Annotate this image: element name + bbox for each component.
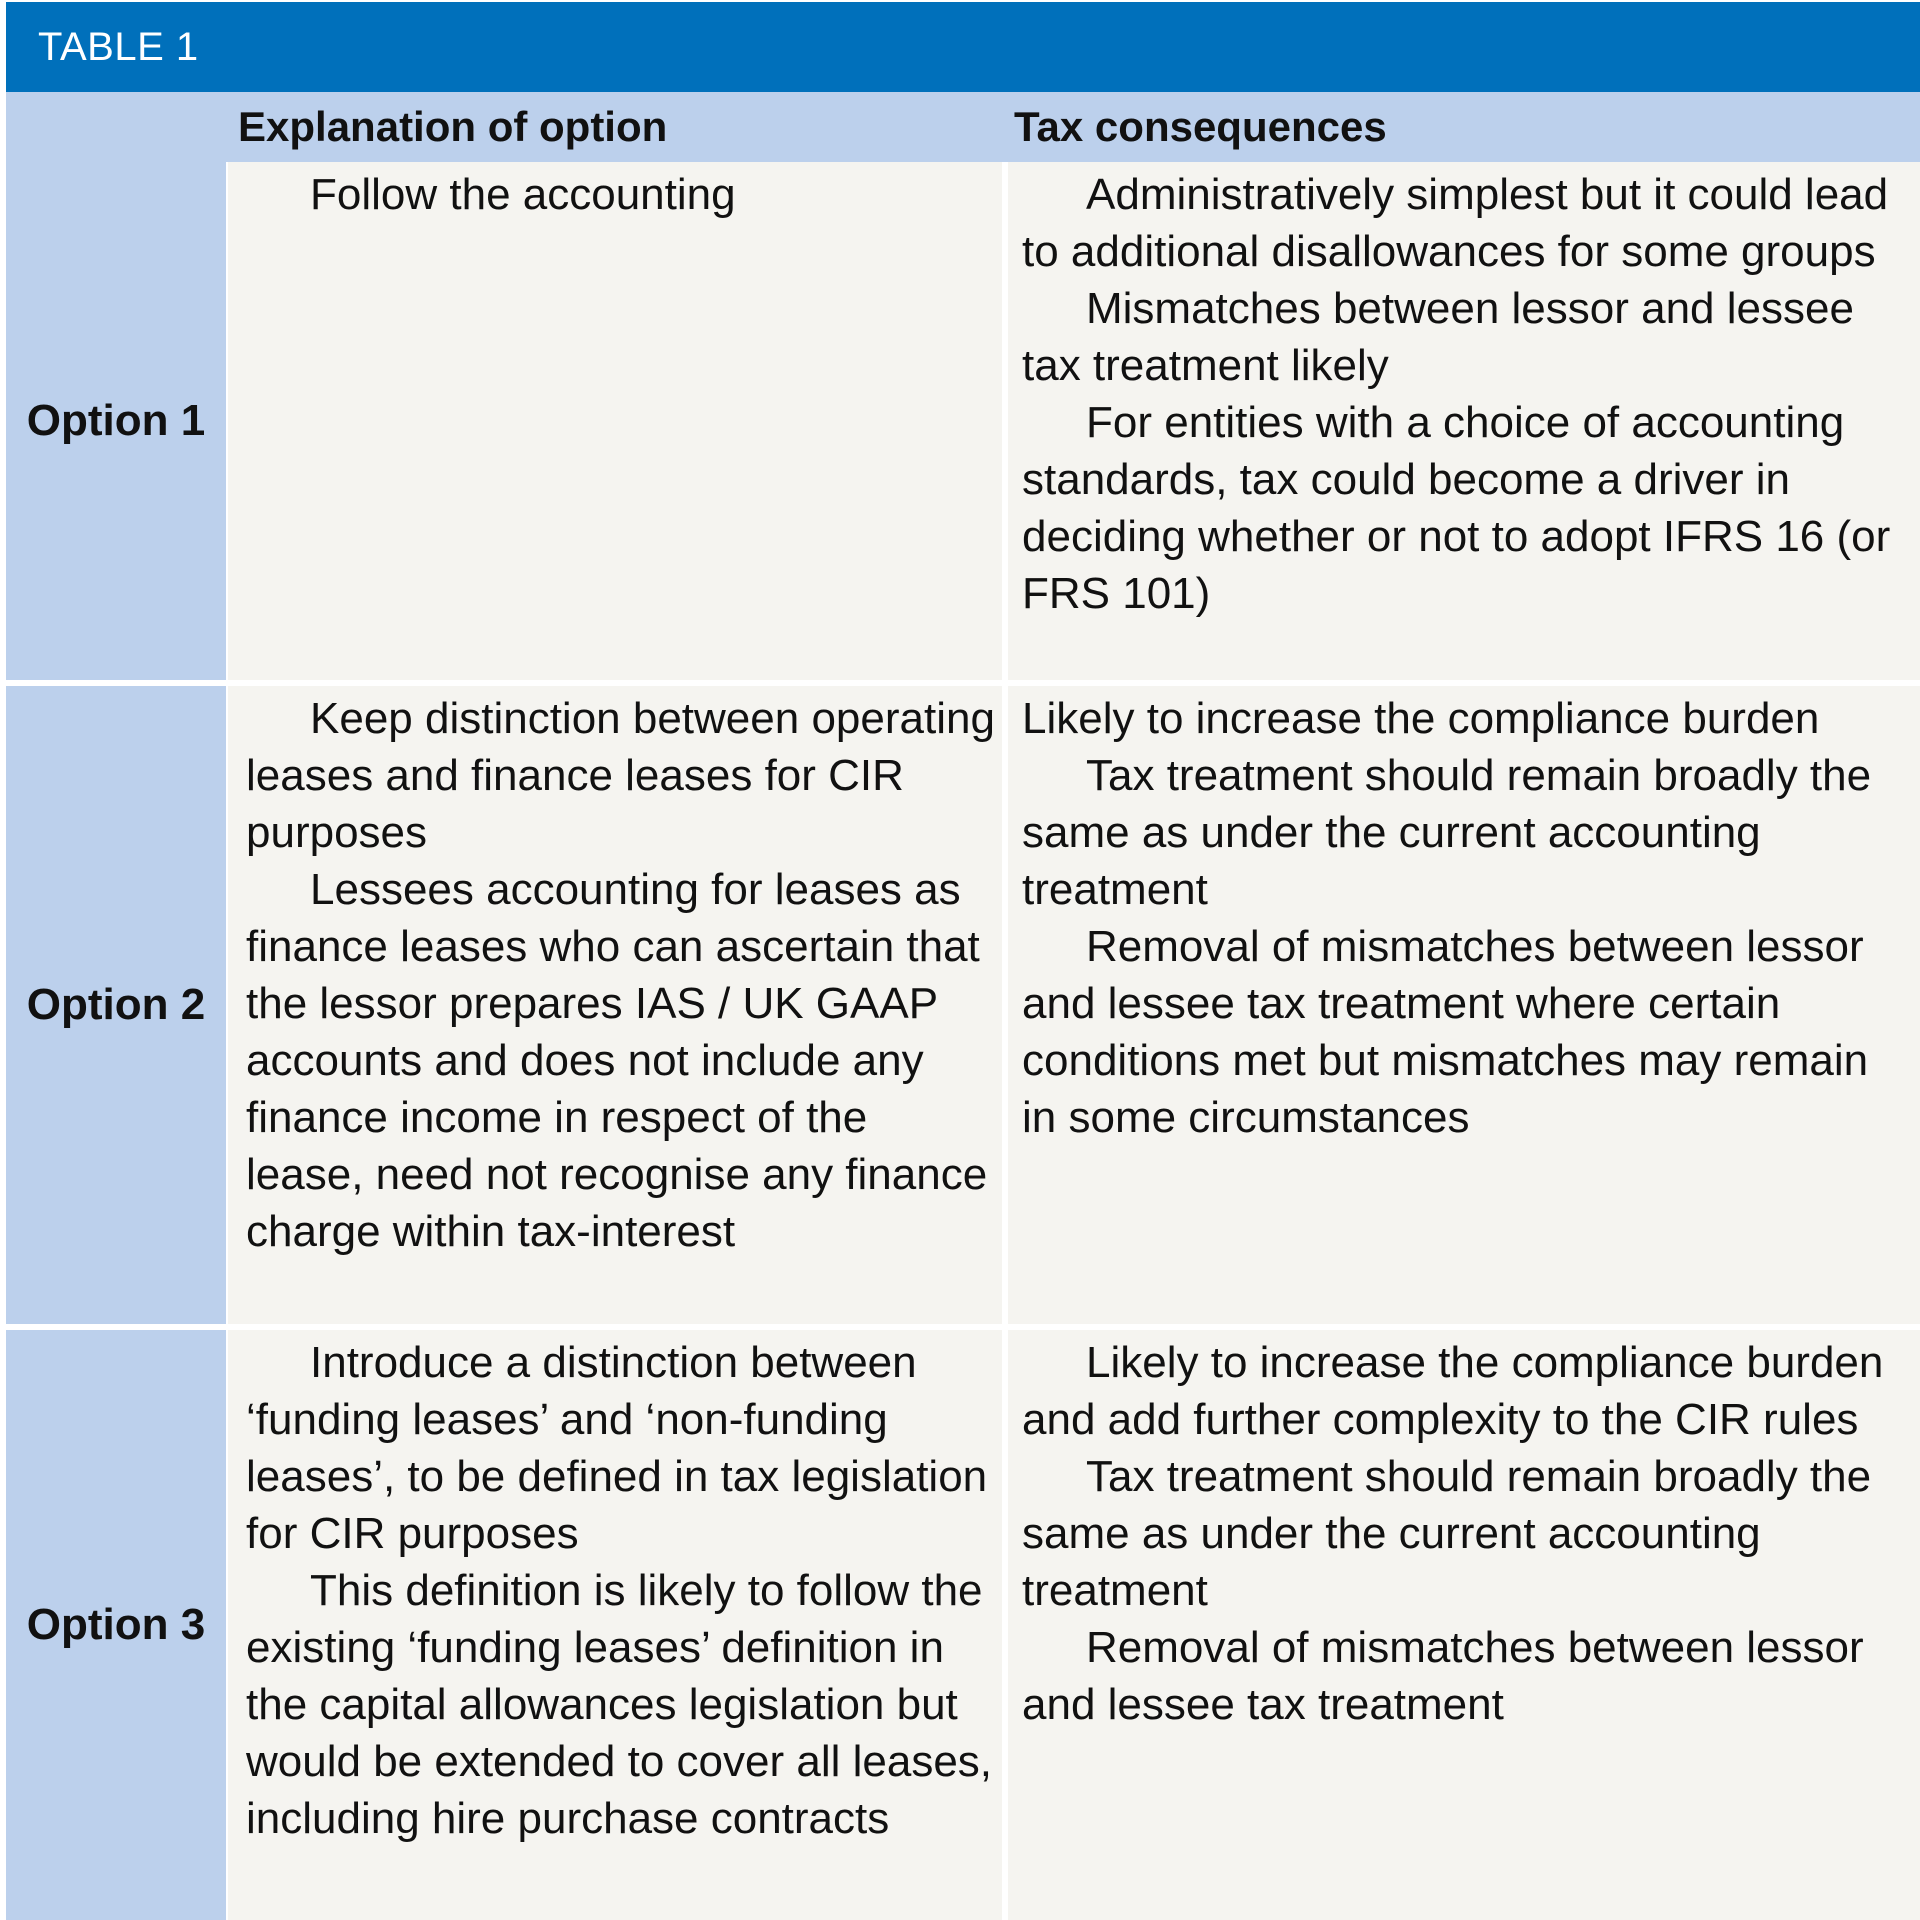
- option-2-explanation: [228, 686, 1002, 1324]
- option-2-explanation-para: Keep distinction between operating leases and finance leases for CIR purposes: [246, 694, 995, 857]
- option-3-explanation: [228, 1330, 1002, 1920]
- option-3-explanation-para: Introduce a distinction between ‘funding leases’ and ‘non-funding leases’, to be defined in tax legislation for CIR purposes: [246, 1338, 988, 1558]
- row-label-option-1: Option 1: [6, 162, 226, 680]
- option-2-tax: [1008, 686, 1920, 1324]
- row-label-option-2: Option 2: [6, 686, 226, 1324]
- option-3-explanation-para: This definition is likely to follow the existing ‘funding leases’ definition in the capital allowances legislation but would be extended to cover all leases, including hire purchase contracts: [246, 1566, 993, 1843]
- option-1-explanation-para: Follow the accounting: [310, 170, 736, 219]
- header-tax-consequences: Tax consequences: [1014, 103, 1387, 150]
- table-title: TABLE 1: [6, 2, 1920, 92]
- option-2-explanation-para: Lessees accounting for leases as finance leases who can ascertain that the lessor prepares IAS / UK GAAP accounts and does not include any finance income in respect of the lease, need not recognise any finance charge within tax-interest: [246, 865, 988, 1256]
- row-label-option-3: Option 3: [6, 1330, 226, 1920]
- option-2-tax-para: Removal of mismatches between lessor and lessee tax treatment where certain conditions met but mismatches may remain in some circumstances: [1022, 922, 1869, 1142]
- option-3-tax-para: Tax treatment should remain broadly the same as under the current accounting treatment: [1022, 1452, 1872, 1615]
- option-3-tax-para: Removal of mismatches between lessor and lessee tax treatment: [1022, 1623, 1864, 1729]
- option-3-tax-para: Likely to increase the compliance burden and add further complexity to the CIR rules: [1022, 1338, 1884, 1444]
- option-2-tax-para: Tax treatment should remain broadly the same as under the current accounting treatment: [1022, 751, 1872, 914]
- options-table: [6, 2, 1920, 1920]
- option-3-tax: [1008, 1330, 1920, 1920]
- option-2-tax-para: Likely to increase the compliance burden: [1022, 694, 1820, 743]
- option-1-tax: [1008, 162, 1920, 680]
- option-1-tax-para: For entities with a choice of accounting standards, tax could become a driver in deciding whether or not to adopt IFRS 16 (or FRS 101): [1022, 398, 1891, 618]
- option-1-tax-para: Administratively simplest but it could lead to additional disallowances for some groups: [1022, 170, 1889, 276]
- option-1-explanation: [228, 162, 1002, 680]
- option-1-tax-para: Mismatches between lessor and lessee tax treatment likely: [1022, 284, 1854, 390]
- header-explanation: Explanation of option: [238, 103, 668, 150]
- table-header-row: [6, 92, 1920, 162]
